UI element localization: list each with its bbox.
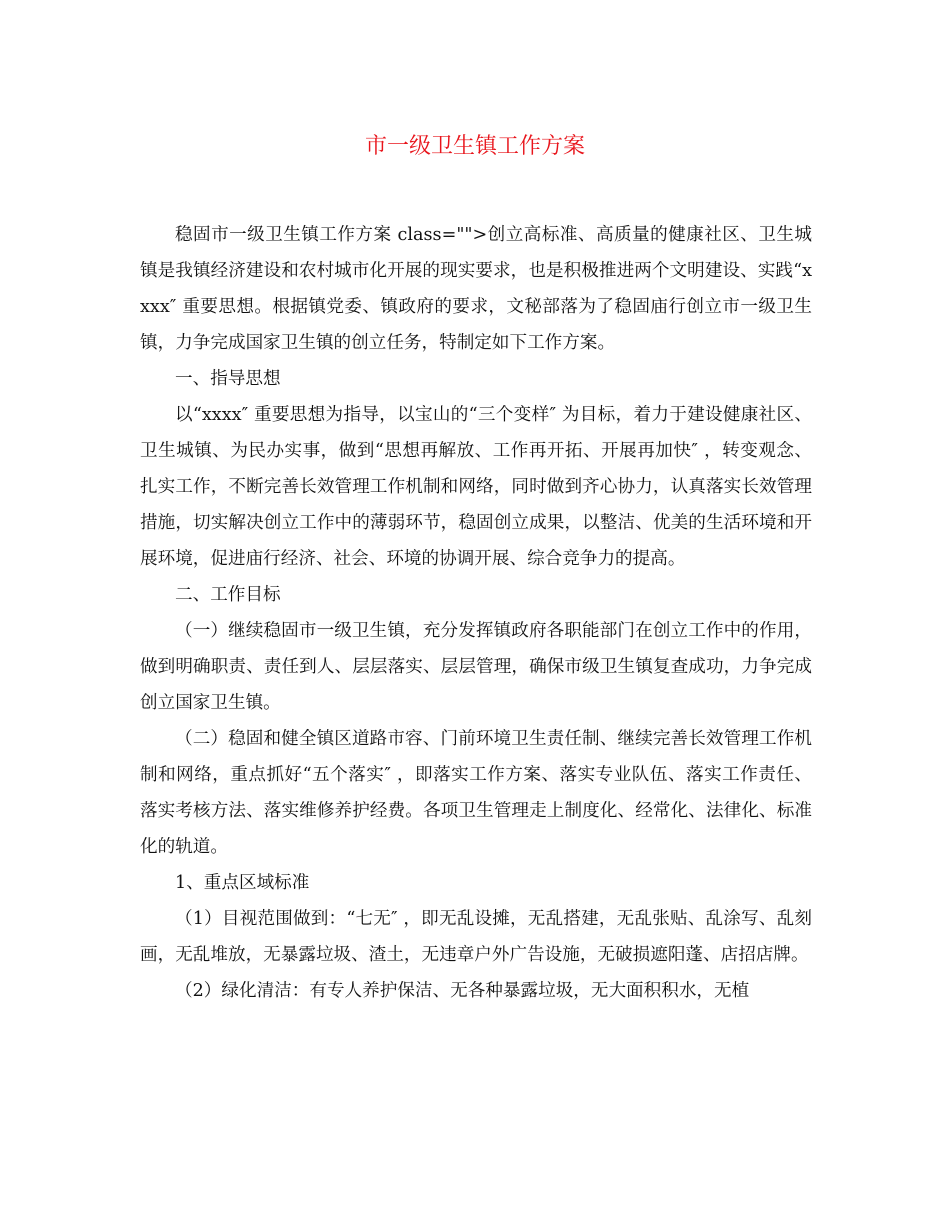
paragraph-goal-2: （二）稳固和健全镇区道路市容、门前环境卫生责任制、继续完善长效管理工作机制和网络，重点抓好“五个落实″ ，即落实工作方案、落实专业队伍、落实工作责任、落实考核方法、落实维修养护经费。各项卫生管理走上制度化、经常化、法律化、标准化的轨道。 [140,729,812,857]
paragraph-intro: 稳固市一级卫生镇工作方案 class="">创立高标准、高质量的健康社区、卫生城镇是我镇经济建设和农村城市化开展的现实要求，也是积极推进两个文明建设、实践“xxxx″ 重要思想。根据镇党委、镇政府的要求，文秘部落为了稳固庙行创立市一级卫生镇，力争完成国家卫生镇的创立任务，特制定如下工作方案。 [140,225,812,353]
document-body [140,217,812,1009]
paragraph-goal-1: （一）继续稳固市一级卫生镇，充分发挥镇政府各职能部门在创立工作中的作用，做到明确职责、责任到人、层层落实、层层管理，确保市级卫生镇复查成功，力争完成创立国家卫生镇。 [140,621,812,713]
document-title: 市一级卫生镇工作方案 [364,134,585,159]
paragraph-standard-2: （2）绿化清洁：有专人养护保洁、无各种暴露垃圾，无大面积积水，无植 [175,981,750,1001]
paragraph-guiding-ideology: 以“xxxx″ 重要思想为指导，以宝山的“三个变样″ 为目标，着力于建设健康社区、卫生城镇、为民办实事，做到“思想再解放、工作再开拓、开展再加快″ ，转变观念、扎实工作，不断完善长效管理工作机制和网络，同时做到齐心协力，认真落实长效管理措施，切实解决创立工作中的薄弱环节，稳固创立成果，以整洁、优美的生活环境和开展环境，促进庙行经济、社会、环境的协调开展、综合竞争力的提高。 [140,405,812,569]
section-heading-key-area-standards: 1、重点区域标准 [175,873,310,893]
section-heading-work-goals: 二、工作目标 [175,585,281,605]
section-heading-guiding-ideology: 一、指导思想 [175,369,281,389]
paragraph-standard-1: （1）目视范围做到：“七无″ ，即无乱设摊，无乱搭建，无乱张贴、乱涂写、乱刻画，无乱堆放，无暴露垃圾、渣土，无违章户外广告设施，无破损遮阳蓬、店招店牌。 [140,909,812,965]
